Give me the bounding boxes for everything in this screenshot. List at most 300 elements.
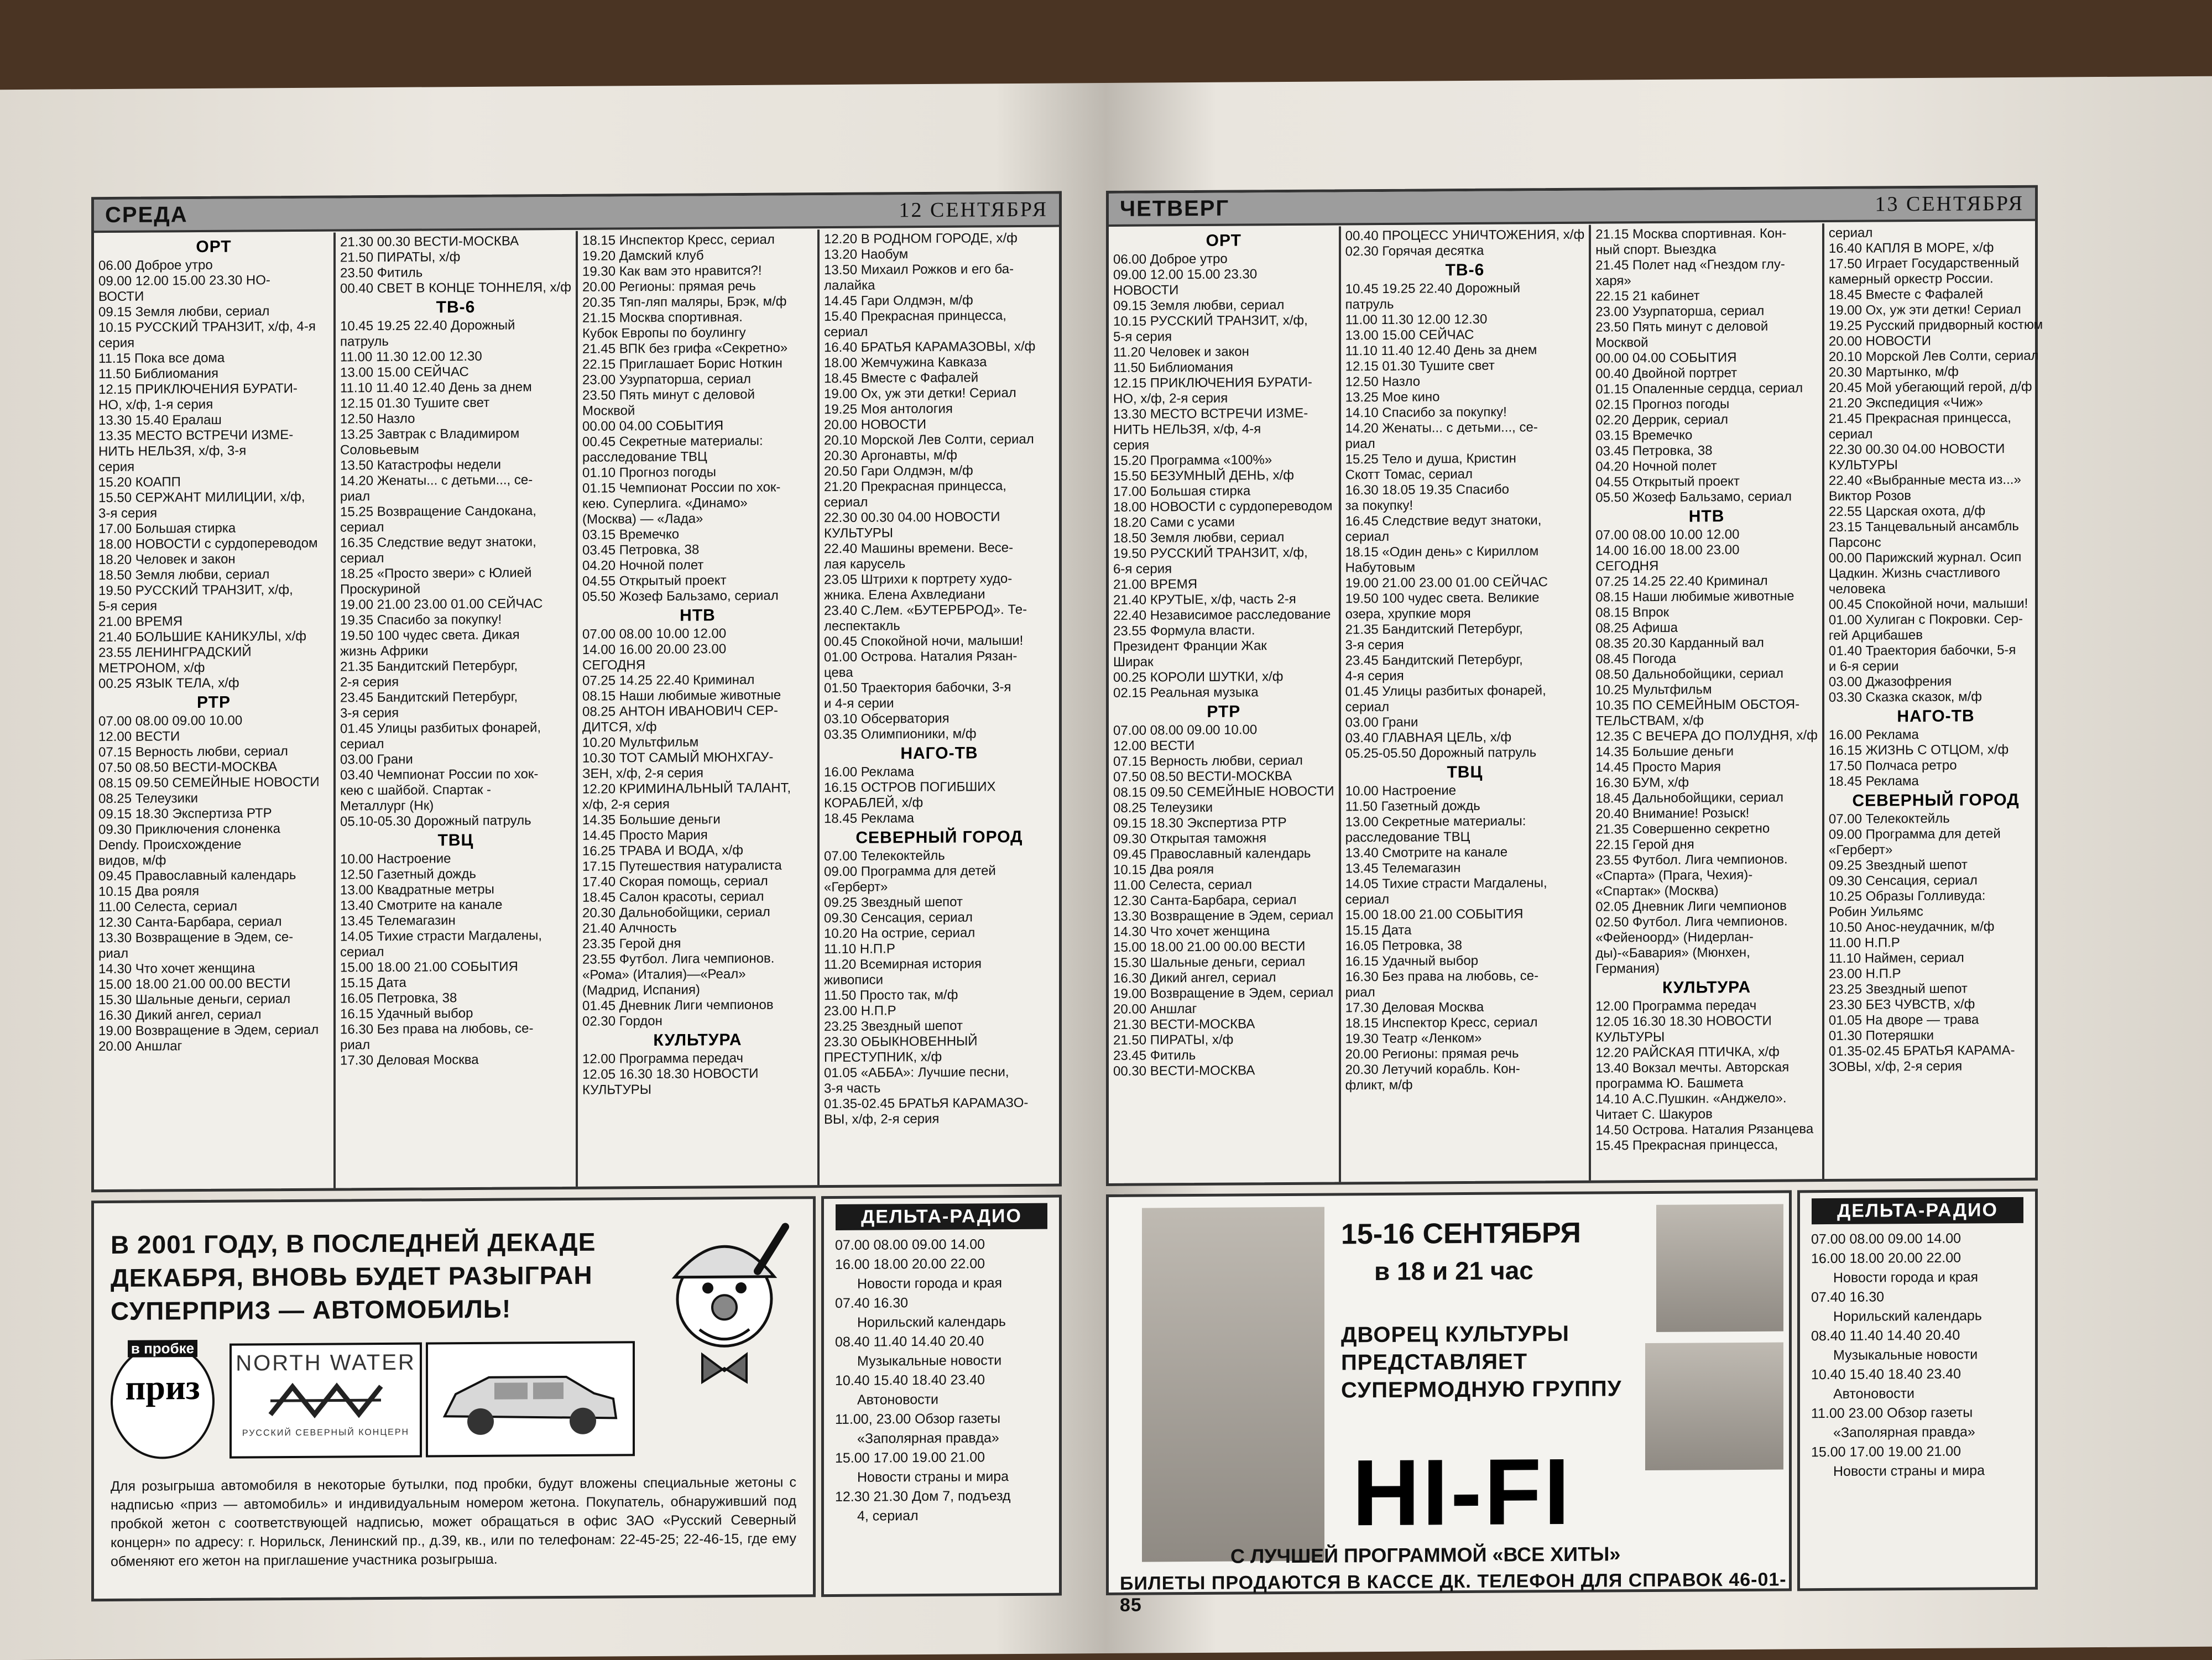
program-listing: 22.15 Приглашает Борис Ноткин bbox=[582, 356, 782, 372]
tv-grid-thursday bbox=[1106, 185, 2043, 1186]
program-listing: 14.45 Просто Мария bbox=[582, 827, 708, 843]
program-listing: ЗЕН, х/ф, 2-я серия bbox=[582, 765, 704, 781]
program-listing: 08.45 Погода bbox=[1595, 651, 1676, 667]
program-listing: 11.10 11.40 12.40 День за днем bbox=[1345, 342, 1537, 359]
radio-times: 10.40 15.40 18.40 23.40 bbox=[1811, 1366, 1961, 1383]
program-listing: 11.50 Библиомания bbox=[98, 366, 219, 382]
program-listing: 08.15 09.50 СЕМЕЙНЫЕ НОВОСТИ bbox=[1113, 784, 1334, 800]
program-listing: Робин Уильямс bbox=[1828, 904, 1923, 920]
program-listing: 07.00 Телекоктейль bbox=[823, 848, 945, 864]
program-listing: 14.45 Гари Олдмэн, м/ф bbox=[823, 293, 973, 309]
radio-program-name: Норильский календарь bbox=[857, 1314, 1006, 1330]
program-listing: 07.15 Верность любви, сериал bbox=[98, 744, 288, 760]
program-listing: 16.30 Без права на любовь, се- bbox=[1345, 968, 1539, 985]
program-listing: 23.55 ЛЕНИНГРАДСКИЙ bbox=[98, 644, 252, 661]
program-listing: 13.35 МЕСТО ВСТРЕЧИ ИЗМЕ- bbox=[98, 427, 294, 444]
radio-times: 12.30 21.30 Дом 7, подъезд bbox=[835, 1488, 1011, 1505]
radio-program-name: Норильский календарь bbox=[1833, 1308, 1982, 1324]
program-listing: 10.30 ТОТ САМЫЙ МЮНХГАУ- bbox=[582, 749, 774, 766]
concert-line: СУПЕРМОДНУЮ ГРУППУ bbox=[1341, 1376, 1622, 1403]
day-name: СРЕДА bbox=[105, 202, 188, 227]
program-listing: и 6-я серии bbox=[1828, 659, 1899, 675]
program-listing: 23.45 Бандитский Петербург, bbox=[1345, 652, 1523, 669]
program-listing: 14.35 Большие деньги bbox=[582, 812, 721, 828]
program-listing: 23.00 Узурпаторша, сериал bbox=[582, 371, 752, 388]
program-listing: 2-я серия bbox=[340, 674, 399, 690]
program-listing: 20.00 Аншлаг bbox=[98, 1038, 182, 1055]
program-listing: 10.20 Мультфильм bbox=[582, 734, 699, 750]
program-listing: 16.35 Следствие ведут знатоки, bbox=[340, 534, 536, 551]
car-icon bbox=[428, 1343, 628, 1450]
program-listing: 12.30 Санта-Барбара, сериал bbox=[98, 914, 282, 931]
program-listing: 13.30 Возвращение в Эдем, се- bbox=[98, 929, 294, 946]
program-listing: 19.25 Моя антология bbox=[823, 401, 953, 417]
program-listing: 23.55 Формула власти. bbox=[1113, 623, 1255, 639]
program-listing: Проскуриной bbox=[340, 581, 421, 597]
program-listing: 04.20 Ночной полет bbox=[1595, 458, 1717, 474]
listing-column bbox=[336, 231, 578, 1188]
program-listing: 08.15 09.50 СЕМЕЙНЫЕ НОВОСТИ bbox=[98, 774, 320, 791]
radio-schedule bbox=[1800, 1229, 2035, 1482]
program-listing: 11.50 Газетный дождь bbox=[1345, 798, 1480, 815]
program-listing: 23.25 Звездный шепот bbox=[1828, 981, 1968, 998]
program-listing: сериал bbox=[340, 944, 384, 960]
program-listing: риал bbox=[340, 1037, 371, 1053]
radio-schedule bbox=[824, 1235, 1059, 1527]
program-listing: 01.05 На дворе — трава bbox=[1828, 1012, 1979, 1029]
program-listing: 13.45 Телемагазин bbox=[340, 913, 456, 929]
channel-heading: НТВ bbox=[680, 606, 716, 625]
program-listing: 08.15 Впрок bbox=[1595, 604, 1670, 620]
program-listing: 23.50 Пять минут с деловой bbox=[1595, 319, 1768, 335]
program-listing: 15.30 Шальные деньги, сериал bbox=[98, 991, 291, 1008]
program-listing: 22.15 Герой дня bbox=[1595, 837, 1694, 853]
program-listing: 03.45 Петровка, 38 bbox=[1595, 443, 1713, 459]
program-listing: 23.00 Н.П.Р bbox=[823, 1003, 896, 1019]
program-listing: расследование ТВЦ bbox=[582, 449, 707, 465]
program-listing: 13.25 Мое кино bbox=[1345, 389, 1440, 405]
program-listing: 16.15 ОСТРОВ ПОГИБШИХ bbox=[823, 779, 996, 796]
program-listing: 13.00 Секретные материалы: bbox=[1345, 813, 1526, 830]
channel-heading: СЕВЕРНЫЙ ГОРОД bbox=[855, 827, 1023, 847]
concert-date: 15-16 СЕНТЯБРЯ bbox=[1341, 1217, 1581, 1251]
program-listing: 21.45 ВПК без грифа «Секретно» bbox=[582, 340, 788, 357]
program-listing: «Спарта» (Прага, Чехия)- bbox=[1595, 867, 1753, 884]
program-listing: 02.30 Горячая десятка bbox=[1345, 243, 1484, 259]
program-listing: 04.55 Открытый проект bbox=[1595, 474, 1740, 490]
program-listing: 21.45 Прекрасная принцесса, bbox=[1828, 410, 2011, 427]
listing-column bbox=[578, 229, 820, 1187]
program-listing: 16.30 Дикий ангел, сериал bbox=[1113, 970, 1276, 986]
program-listing: 14.10 А.С.Пушкин. «Анджело». bbox=[1595, 1090, 1787, 1107]
program-listing: 00.00 Парижский журнал. Осип bbox=[1828, 549, 2022, 566]
program-listing: х/ф, 2-я серия bbox=[582, 796, 670, 812]
program-listing: ВОСТИ bbox=[98, 289, 144, 305]
program-listing: жника. Елена Ахвледиани bbox=[823, 587, 985, 603]
program-listing: 13.00 15.00 СЕЙЧАС bbox=[340, 364, 469, 380]
date-label: 12 СЕНТЯБРЯ bbox=[899, 197, 1048, 222]
band-photo bbox=[1142, 1207, 1324, 1562]
program-listing: 18.45 Вместе с Фафалей bbox=[823, 370, 979, 387]
program-listing: 16.40 КАПЛЯ В МОРЕ, х/ф bbox=[1828, 240, 1994, 257]
program-listing: (Москва) — «Лада» bbox=[582, 511, 703, 527]
program-listing: 13.40 Вокзал мечты. Авторская bbox=[1595, 1059, 1790, 1076]
program-listing: сериал bbox=[1828, 225, 1873, 241]
program-listing: 19.00 21.00 23.00 01.00 СЕЙЧАС bbox=[1345, 575, 1548, 591]
radio-program-name: Новости города и края bbox=[1833, 1269, 1979, 1286]
program-listing: 17.50 Играет Государственный bbox=[1828, 255, 2020, 272]
program-listing: 09.15 18.30 Экспертиза РТР bbox=[98, 806, 272, 822]
listing-column bbox=[1591, 223, 1824, 1181]
program-listing: кею. Суперлига. «Динамо» bbox=[582, 495, 748, 511]
program-listing: 14.05 Тихие страсти Магдалены, bbox=[1345, 875, 1547, 892]
program-listing: Виктор Розов bbox=[1828, 488, 1912, 504]
channel-heading: НАГО-ТВ bbox=[1897, 707, 1975, 726]
concert-line: ПРЕДСТАВЛЯЕТ bbox=[1341, 1349, 1528, 1375]
program-listing: 13.50 Катастрофы недели bbox=[340, 457, 501, 473]
program-listing: Москвой bbox=[1595, 335, 1648, 351]
program-listing: патруль bbox=[1345, 296, 1394, 312]
program-listing: «Герберт» bbox=[1828, 842, 1893, 858]
program-listing: 12.00 Программа передач bbox=[1595, 998, 1757, 1014]
program-listing: 6-я серия bbox=[1113, 561, 1172, 577]
program-listing: 15.15 Дата bbox=[1345, 922, 1412, 938]
program-listing: ДИТСЯ, х/ф bbox=[582, 719, 657, 735]
program-listing: 23.50 Пять минут с деловой bbox=[582, 387, 755, 403]
listing-column bbox=[94, 233, 336, 1190]
program-listing: 10.25 Мультфильм bbox=[1595, 682, 1712, 698]
program-listing: 20.35 Тяп-ляп маляры, Брэк, м/ф bbox=[582, 294, 787, 310]
program-listing: 20.00 НОВОСТИ bbox=[1828, 333, 1931, 349]
program-listing: 3-я серия bbox=[98, 505, 158, 521]
program-listing: видов, м/ф bbox=[98, 853, 166, 869]
program-listing: 00.40 Двойной портрет bbox=[1595, 366, 1738, 382]
program-listing: озера, хрупкие моря bbox=[1345, 605, 1471, 622]
program-listing: 16.30 БУМ, х/ф bbox=[1595, 775, 1689, 791]
program-listing: «Герберт» bbox=[823, 879, 888, 895]
concert-line: ДВОРЕЦ КУЛЬТУРЫ bbox=[1341, 1321, 1569, 1348]
program-listing: 18.45 Дальнобойщики, сериал bbox=[1595, 790, 1784, 806]
program-listing: 11.50 Библиомания bbox=[1113, 359, 1234, 375]
program-listing: 17.15 Путешествия натуралиста bbox=[582, 858, 782, 874]
program-listing: 10.20 На острие, сериал bbox=[823, 925, 975, 942]
program-listing: 01.40 Траектория бабочки, 5-я bbox=[1828, 642, 2016, 659]
program-listing: НО, х/ф, 2-я серия bbox=[1113, 390, 1228, 406]
program-listing: 20.30 Летучий корабль. Кон- bbox=[1345, 1061, 1520, 1078]
program-listing: 23.00 Н.П.Р bbox=[1828, 966, 1901, 982]
program-listing: 07.25 14.25 22.40 Криминал bbox=[1595, 573, 1768, 589]
program-listing: НО, х/ф, 1-я серия bbox=[98, 396, 213, 413]
program-listing: 15.20 Программа «100%» bbox=[1113, 452, 1272, 468]
program-listing: 18.00 НОВОСТИ с сурдопереводом bbox=[1113, 498, 1333, 515]
radio-times: 15.00 17.00 19.00 21.00 bbox=[1811, 1443, 1961, 1460]
program-listing: 07.15 Верность любви, сериал bbox=[1113, 753, 1303, 769]
program-listing: сериал bbox=[1828, 426, 1873, 442]
program-listing: кею с шайбой. Спартак - bbox=[340, 782, 492, 798]
program-listing: 16.00 Реклама bbox=[823, 764, 914, 780]
program-listing: 08.35 20.30 Карданный вал bbox=[1595, 635, 1764, 651]
program-listing: 19.30 Театр «Ленком» bbox=[1345, 1030, 1482, 1047]
program-listing: 21.30 00.30 ВЕСТИ-МОСКВА bbox=[340, 233, 519, 250]
program-listing: 05.50 Жозеф Бальзамо, сериал bbox=[582, 588, 779, 604]
program-listing: 08.50 Дальнобойщики, сериал bbox=[1595, 666, 1784, 682]
program-listing: 3-я серия bbox=[340, 705, 399, 721]
program-listing: живописи bbox=[823, 972, 884, 988]
program-listing: 14.50 Острова. Наталия Рязанцева bbox=[1595, 1121, 1814, 1138]
program-listing: 16.45 Следствие ведут знатоки, bbox=[1345, 513, 1542, 529]
program-listing: Металлург (Нк) bbox=[340, 798, 434, 814]
program-listing: 10.50 Анос-неудачник, м/ф bbox=[1828, 919, 1995, 936]
program-listing: 14.45 Просто Мария bbox=[1595, 759, 1721, 775]
program-listing: 09.15 18.30 Экспертиза РТР bbox=[1113, 815, 1287, 831]
program-listing: 18.45 Вместе с Фафалей bbox=[1828, 286, 1984, 303]
program-listing: цева bbox=[823, 665, 853, 681]
program-listing: 02.15 Прогноз погоды bbox=[1595, 396, 1730, 413]
program-listing: 01.05 «АББА»: Лучшие песни, bbox=[823, 1064, 1009, 1081]
program-listing: 03.30 Сказка сказок, м/ф bbox=[1828, 689, 1983, 706]
program-listing: 00.25 ЯЗЫК ТЕЛА, х/ф bbox=[98, 675, 239, 692]
program-listing: 11.00 Селеста, сериал bbox=[98, 899, 238, 915]
prize-advertisement bbox=[91, 1196, 816, 1601]
program-listing: 23.40 С.Лем. «БУТЕРБРОД». Те- bbox=[823, 602, 1027, 619]
program-listing: 20.30 Мартынко, м/ф bbox=[1828, 364, 1959, 380]
program-listing: 09.00 12.00 15.00 23.30 НО- bbox=[98, 273, 270, 289]
program-listing: 10.45 19.25 22.40 Дорожный bbox=[340, 317, 515, 334]
program-listing: Президент Франции Жак bbox=[1113, 638, 1267, 654]
north-water-logo bbox=[229, 1343, 422, 1459]
program-listing: 18.50 Земля любви, сериал bbox=[1113, 530, 1285, 546]
program-listing: 03.00 Грани bbox=[340, 751, 413, 768]
program-listing: 15.50 БЕЗУМНЫЙ ДЕНЬ, х/ф bbox=[1113, 467, 1295, 484]
program-listing: 17.50 Полчаса ретро bbox=[1828, 758, 1957, 774]
program-listing: 03.40 Чемпионат России по хок- bbox=[340, 766, 539, 783]
program-listing: 04.55 Открытый проект bbox=[582, 573, 727, 589]
channel-heading: СЕВЕРНЫЙ ГОРОД bbox=[1852, 790, 2020, 810]
program-listing: 18.45 Реклама bbox=[1828, 774, 1919, 790]
program-listing: 11.00 Н.П.Р bbox=[1828, 935, 1900, 951]
program-listing: КОРАБЛЕЙ, х/ф bbox=[823, 795, 924, 811]
program-listing: сериал bbox=[340, 519, 384, 535]
program-listing: 16.05 Петровка, 38 bbox=[1345, 938, 1462, 954]
day-name: ЧЕТВЕРГ bbox=[1120, 196, 1230, 221]
channel-heading: ОРТ bbox=[1206, 231, 1241, 250]
program-listing: 23.30 БЕЗ ЧУВСТВ, х/ф bbox=[1828, 996, 1975, 1013]
program-listing: 06.00 Доброе утро bbox=[98, 257, 213, 274]
program-listing: 11.50 Просто так, м/ф bbox=[823, 987, 958, 1004]
program-listing: 00.25 КОРОЛИ ШУТКИ, х/ф bbox=[1113, 669, 1284, 685]
program-listing: 16.25 ТРАВА И ВОДА, х/ф bbox=[582, 843, 743, 859]
channel-heading: ТВЦ bbox=[437, 831, 474, 850]
radio-times: 11.00 23.00 Обзор газеты bbox=[1811, 1405, 1973, 1422]
listing-columns bbox=[1109, 222, 2043, 1183]
radio-times: 08.40 11.40 14.40 20.40 bbox=[835, 1333, 984, 1350]
program-listing: 08.25 АНТОН ИВАНОВИЧ СЕР- bbox=[582, 703, 779, 719]
radio-program-name: Музыкальные новости bbox=[1833, 1346, 1978, 1363]
program-listing: 21.00 ВРЕМЯ bbox=[98, 614, 183, 630]
program-listing: 08.15 Наши любимые животные bbox=[1595, 588, 1794, 605]
program-listing: 14.35 Большие деньги bbox=[1595, 744, 1734, 760]
program-listing: 07.50 08.50 ВЕСТИ-МОСКВА bbox=[98, 759, 278, 776]
program-listing: 03.10 Обсерватория bbox=[823, 711, 950, 727]
radio-program-name: 4, сериал bbox=[857, 1508, 919, 1524]
radio-program-name: Новости города и края bbox=[857, 1275, 1003, 1292]
program-listing: 17.40 Скорая помощь, сериал bbox=[582, 873, 768, 890]
delta-radio-box bbox=[821, 1194, 1062, 1597]
program-listing: 12.00 ВЕСТИ bbox=[98, 729, 180, 745]
program-listing: 15.50 СЕРЖАНТ МИЛИЦИИ, х/ф, bbox=[98, 489, 305, 506]
program-listing: риал bbox=[1345, 985, 1375, 1000]
program-listing: 16.30 18.05 19.35 Спасибо bbox=[1345, 482, 1509, 498]
program-listing: 08.25 Афиша bbox=[1595, 620, 1678, 636]
program-listing: 19.20 Дамский клуб bbox=[582, 248, 704, 264]
listing-column bbox=[1341, 225, 1592, 1182]
program-listing: 13.00 15.00 СЕЙЧАС bbox=[1345, 327, 1474, 343]
program-listing: 18.00 НОВОСТИ с сурдопереводом bbox=[98, 535, 318, 552]
program-listing: 00.30 ВЕСТИ-МОСКВА bbox=[1113, 1063, 1255, 1079]
program-listing: 09.25 Звездный шепот bbox=[823, 894, 963, 911]
program-listing: 19.00 Возвращение в Эдем, сериал bbox=[1113, 985, 1334, 1001]
program-listing: 01.45 Улицы разбитых фонарей, bbox=[1345, 683, 1546, 700]
radio-times: 10.40 15.40 18.40 23.40 bbox=[835, 1372, 985, 1388]
program-listing: 19.50 РУССКИЙ ТРАНЗИТ, х/ф, bbox=[98, 582, 293, 599]
program-listing: 18.15 «Один день» с Кириллом bbox=[1345, 544, 1539, 560]
program-listing: 23.50 Фитиль bbox=[340, 265, 423, 281]
program-listing: 12.30 Санта-Барбара, сериал bbox=[1113, 892, 1297, 909]
program-listing: 12.15 ПРИКЛЮЧЕНИЯ БУРАТИ- bbox=[1113, 374, 1312, 391]
program-listing: 18.00 Жемчужина Кавказа bbox=[823, 354, 987, 371]
program-listing: 15.45 Прекрасная принцесса, bbox=[1595, 1137, 1778, 1153]
program-listing: 12.20 КРИМИНАЛЬНЫЙ ТАЛАНТ, bbox=[582, 780, 791, 797]
program-listing: 18.15 Инспектор Кресс, сериал bbox=[582, 232, 775, 248]
program-listing: 17.30 Деловая Москва bbox=[1345, 999, 1484, 1016]
program-listing: 20.30 Дальнобойщики, сериал bbox=[582, 904, 770, 921]
program-listing: гей Арцибашев bbox=[1828, 627, 1923, 644]
program-listing: сериал bbox=[823, 324, 868, 340]
program-listing: 13.30 15.40 Ералаш bbox=[98, 412, 222, 429]
program-listing: сериал bbox=[1345, 891, 1390, 907]
program-listing: 23.15 Танцевальный ансамбль bbox=[1828, 518, 2019, 535]
program-listing: 20.30 Аргонавты, м/ф bbox=[823, 447, 957, 464]
brand-name: NORTH WATER bbox=[236, 1350, 416, 1376]
concert-time: в 18 и 21 час bbox=[1374, 1256, 1533, 1286]
program-listing: 16.40 БРАТЬЯ КАРАМАЗОВЫ, х/ф bbox=[823, 338, 1036, 356]
band-photo-small bbox=[1645, 1343, 1783, 1471]
program-listing: и 4-я серии bbox=[823, 696, 894, 712]
radio-times: 07.00 08.00 09.00 14.00 bbox=[1811, 1230, 1961, 1247]
program-listing: сериал bbox=[823, 494, 868, 510]
program-listing: 14.20 Женаты... с детьми..., се- bbox=[1345, 420, 1538, 436]
program-listing: 10.25 Образы Голливуда: bbox=[1828, 888, 1986, 905]
program-listing: 10.00 Настроение bbox=[1345, 783, 1457, 799]
program-listing: НИТЬ НЕЛЬЗЯ, х/ф, 4-я bbox=[1113, 421, 1261, 437]
program-listing: 09.00 Программа для детей bbox=[1828, 826, 2001, 843]
radio-times: 16.00 18.00 20.00 22.00 bbox=[1811, 1250, 1961, 1267]
program-listing: 5-я серия bbox=[98, 598, 158, 614]
program-listing: 00.00 04.00 СОБЫТИЯ bbox=[582, 418, 724, 434]
program-listing: 07.00 08.00 10.00 12.00 bbox=[582, 626, 727, 642]
program-listing: КУЛЬТУРЫ bbox=[823, 525, 893, 541]
listing-columns bbox=[94, 228, 1059, 1190]
program-listing: камерный оркестр России. bbox=[1828, 271, 1994, 288]
program-listing: 20.10 Морской Лев Солти, сериал bbox=[1828, 348, 2039, 365]
radio-title: ДЕЛЬТА-РАДИО bbox=[1812, 1197, 2023, 1224]
program-listing: 11.00 Селеста, сериал bbox=[1113, 877, 1253, 893]
program-listing: 21.50 ПИРАТЫ, х/ф bbox=[1113, 1032, 1234, 1048]
program-listing: 12.50 Назло bbox=[1345, 374, 1421, 390]
program-listing: 03.00 Джазофрения bbox=[1828, 674, 1952, 690]
program-listing: 10.15 РУССКИЙ ТРАНЗИТ, х/ф, 4-я bbox=[98, 319, 316, 336]
program-listing: 10.15 Два рояля bbox=[1113, 862, 1214, 878]
program-listing: сериал bbox=[1345, 529, 1390, 545]
program-listing: сериал bbox=[340, 736, 384, 752]
program-listing: 12.50 Назло bbox=[340, 411, 415, 427]
program-listing: 14.30 Что хочет женщина bbox=[1113, 923, 1270, 939]
channel-heading: ТВ-6 bbox=[436, 297, 476, 317]
program-listing: Германия) bbox=[1595, 960, 1660, 977]
program-listing: 02.15 Реальная музыка bbox=[1113, 685, 1259, 701]
band-name: HI-FI bbox=[1352, 1439, 1572, 1546]
channel-heading: КУЛЬТУРА bbox=[1662, 978, 1751, 997]
program-listing: 21.30 ВЕСТИ-МОСКВА bbox=[1113, 1016, 1255, 1032]
program-listing: программа Ю. Башмета bbox=[1595, 1075, 1744, 1092]
program-listing: 16.15 Удачный выбор bbox=[340, 1005, 473, 1022]
program-listing: 11.10 Наймен, сериал bbox=[1828, 950, 1964, 967]
program-listing: 3-я серия bbox=[1345, 637, 1404, 653]
program-listing: за покупку! bbox=[1345, 498, 1413, 514]
priz-logo bbox=[111, 1340, 215, 1459]
program-listing: 19.50 РУССКИЙ ТРАНЗИТ, х/ф, bbox=[1113, 545, 1308, 561]
radio-title: ДЕЛЬТА-РАДИО bbox=[836, 1203, 1047, 1230]
program-listing: лалайка bbox=[823, 278, 875, 294]
program-listing: 17.30 Деловая Москва bbox=[340, 1052, 479, 1068]
program-listing: 13.20 Наобум bbox=[823, 247, 909, 263]
program-listing: ЗОВЫ, х/ф, 2-я серия bbox=[1828, 1058, 1963, 1075]
program-listing: 09.00 12.00 15.00 23.30 bbox=[1113, 267, 1258, 283]
day-header bbox=[1109, 188, 2035, 227]
radio-program-name: Автоновости bbox=[1833, 1386, 1915, 1402]
program-listing: Парсонс bbox=[1828, 535, 1881, 551]
radio-program-name: Новости страны и мира bbox=[1833, 1463, 1985, 1479]
program-listing: 14.10 Спасибо за покупку! bbox=[1345, 404, 1507, 421]
program-listing: сериал bbox=[1345, 699, 1390, 715]
radio-times: 07.40 16.30 bbox=[1811, 1289, 1885, 1306]
program-listing: 15.30 Шальные деньги, сериал bbox=[1113, 954, 1306, 970]
program-listing: 13.25 Завтрак с Владимиром bbox=[340, 426, 520, 442]
channel-heading: НТВ bbox=[1688, 507, 1725, 526]
program-listing: 21.45 Полет над «Гнездом глу- bbox=[1595, 257, 1785, 273]
program-listing: Москвой bbox=[582, 403, 635, 419]
program-listing: 21.20 Экспедиция «Чиж» bbox=[1828, 395, 1983, 411]
radio-program-name: «Заполярная правда» bbox=[857, 1430, 999, 1447]
program-listing: харя» bbox=[1595, 273, 1631, 289]
program-listing: Кубок Европы по боулингу bbox=[582, 325, 746, 341]
program-listing: серия bbox=[98, 335, 135, 351]
program-listing: 16.30 Дикий ангел, сериал bbox=[98, 1007, 262, 1024]
program-listing: 07.50 08.50 ВЕСТИ-МОСКВА bbox=[1113, 768, 1292, 785]
newspaper-spread bbox=[0, 76, 2212, 1660]
program-listing: 22.30 00.30 04.00 НОВОСТИ bbox=[823, 509, 1000, 526]
program-listing: «Рома» (Италия)—«Реал» bbox=[582, 966, 746, 983]
program-listing: Ширак bbox=[1113, 654, 1154, 670]
program-listing: 02.50 Футбол. Лига чемпионов. bbox=[1595, 913, 1788, 930]
program-listing: 18.50 Земля любви, сериал bbox=[98, 567, 270, 583]
program-listing: 12.00 Программа передач bbox=[582, 1051, 743, 1067]
program-listing: НИТЬ НЕЛЬЗЯ, х/ф, 3-я bbox=[98, 443, 247, 460]
ad-headline-line: ДЕКАБРЯ, ВНОВЬ БУДЕТ РАЗЫГРАН bbox=[111, 1260, 593, 1292]
program-listing: 5-я серия bbox=[1113, 329, 1172, 344]
program-listing: расследование ТВЦ bbox=[1345, 829, 1470, 845]
program-listing: патруль bbox=[340, 333, 389, 349]
